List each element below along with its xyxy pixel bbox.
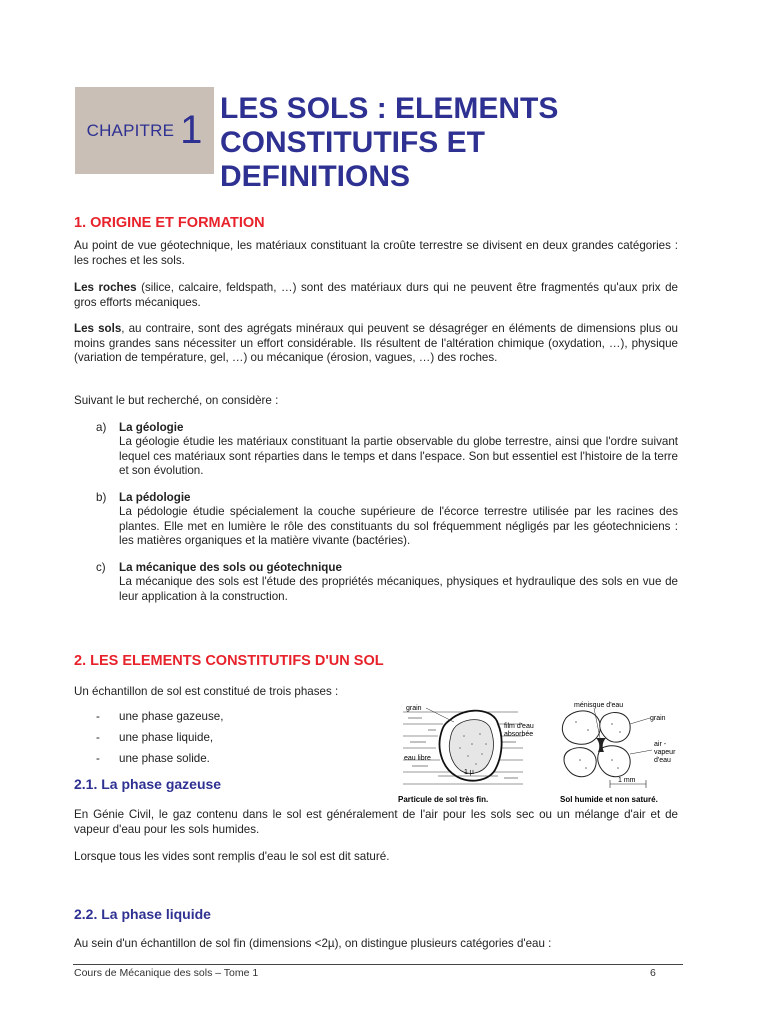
liquide-paragraph-1: Au sein d'un échantillon de sol fin (dimensions <2µ), on distingue plusieurs catégories d'eau : — [74, 937, 552, 950]
particle-shape — [449, 720, 493, 774]
label-menisque: ménisque d'eau — [574, 702, 624, 709]
gazeuse-paragraph-1: En Génie Civil, le gaz contenu dans le sol est généralement de l'air pour les sols sec ou un mélange d'air et de vapeur d'eau pour les sols humides. — [74, 808, 678, 836]
phase-item-gazeuse: une phase gazeuse, — [119, 710, 224, 723]
soil-figure-drawing — [398, 698, 690, 806]
label-eau-libre: eau libre — [404, 755, 431, 762]
page-title — [220, 92, 640, 194]
title-line-1: LES SOLS : ELEMENTS — [220, 92, 559, 125]
sols-text: , au contraire, sont des agrégats minéraux qui peuvent se désagréger en éléments de dimensions plus ou moins grandes sans nécessiter un effort considérable. Ils résultent de l'altération chimique (oxydation, …), physique (variation de température, gel, …) ou mécanique (érosion, vagues, …) des roches. — [74, 322, 678, 365]
item-b-letter: b) — [96, 491, 107, 504]
roches-term: Les roches — [74, 281, 137, 294]
label-scale-mm: 1 mm — [618, 777, 636, 784]
figure-caption-right: Sol humide et non saturé. — [560, 795, 658, 804]
soil-figure — [398, 698, 690, 806]
title-line-3: DEFINITIONS — [220, 160, 411, 193]
grain-top-right — [600, 712, 630, 742]
item-b-text: La pédologie étudie spécialement la couche supérieure de l'écorce terrestre utilisée par les racines des plantes. Elle met en lumière le rôle des constituants du sol fréquemment négligés par les géotechniciens : les matières organiques et la matière vivante (bactéries). — [119, 505, 678, 548]
roches-text: (silice, calcaire, feldspath, …) sont des matériaux durs qui ne peuvent être fragmentés qu'aux prix de gros efforts mécaniques. — [74, 281, 678, 309]
chapter-box — [75, 87, 214, 174]
label-deau: d'eau — [654, 757, 671, 764]
label-absorbee: absorbée — [504, 731, 534, 738]
bullet-3: - — [96, 752, 100, 765]
section2-intro: Un échantillon de sol est constitué de trois phases : — [74, 685, 339, 698]
label-scale-micron: 1 µ — [464, 769, 474, 776]
roches-paragraph — [74, 281, 678, 310]
bullet-1: - — [96, 710, 100, 723]
gazeuse-paragraph-2: Lorsque tous les vides sont remplis d'eau le sol est dit saturé. — [74, 850, 390, 863]
section1-heading: 1. ORIGINE ET FORMATION — [74, 215, 265, 231]
item-b-title: La pédologie — [119, 491, 191, 504]
bullet-2: - — [96, 731, 100, 744]
item-c-title: La mécanique des sols ou géotechnique — [119, 561, 342, 574]
suivant-text: Suivant le but recherché, on considère : — [74, 394, 279, 407]
subsection-liquide-heading: 2.2. La phase liquide — [74, 906, 211, 922]
chapter-label: CHAPITRE — [86, 120, 175, 140]
section1-intro: Au point de vue géotechnique, les matériaux constituant la croûte terrestre se divisent en deux grandes catégories : les roches et les sols. — [74, 239, 678, 267]
footer-course-title: Cours de Mécanique des sols – Tome 1 — [74, 967, 259, 979]
figure-caption-left: Particule de sol très fin. — [398, 795, 489, 804]
sols-paragraph — [74, 322, 678, 366]
item-a-text: La géologie étudie les matériaux constituant la partie observable du globe terrestre, ainsi que l'ordre suivant lequel ces matériaux sont réparties dans le temps et dans l'espace. Son but essentiel est l'histoire de la terre et son évolution. — [119, 435, 678, 478]
label-air: air - — [654, 741, 667, 748]
item-a-title: La géologie — [119, 421, 184, 434]
label-grain-left: grain — [406, 705, 422, 712]
label-vapeur: vapeur — [654, 749, 676, 756]
chapter-number: 1 — [180, 108, 203, 152]
sols-term: Les sols — [74, 322, 122, 335]
section2-heading: 2. LES ELEMENTS CONSTITUTIFS D'UN SOL — [74, 653, 384, 669]
grain-bottom-left — [564, 748, 596, 777]
item-c-text: La mécanique des sols est l'étude des propriétés mécaniques, physiques et hydraulique des sols en vue de leur application à la construction. — [119, 575, 678, 603]
label-grain-right: grain — [650, 715, 666, 722]
footer-divider — [73, 964, 683, 965]
phase-item-solide: une phase solide. — [119, 752, 210, 765]
phase-item-liquide: une phase liquide, — [119, 731, 214, 744]
item-c-letter: c) — [96, 561, 106, 574]
footer-page-number: 6 — [650, 967, 656, 979]
grain-cluster — [562, 711, 630, 777]
subsection-gazeuse-heading: 2.1. La phase gazeuse — [74, 776, 222, 792]
label-film: film d'eau — [504, 723, 534, 730]
title-line-2: CONSTITUTIFS ET — [220, 126, 485, 159]
grain-top-left — [562, 711, 600, 744]
item-a-letter: a) — [96, 421, 107, 434]
